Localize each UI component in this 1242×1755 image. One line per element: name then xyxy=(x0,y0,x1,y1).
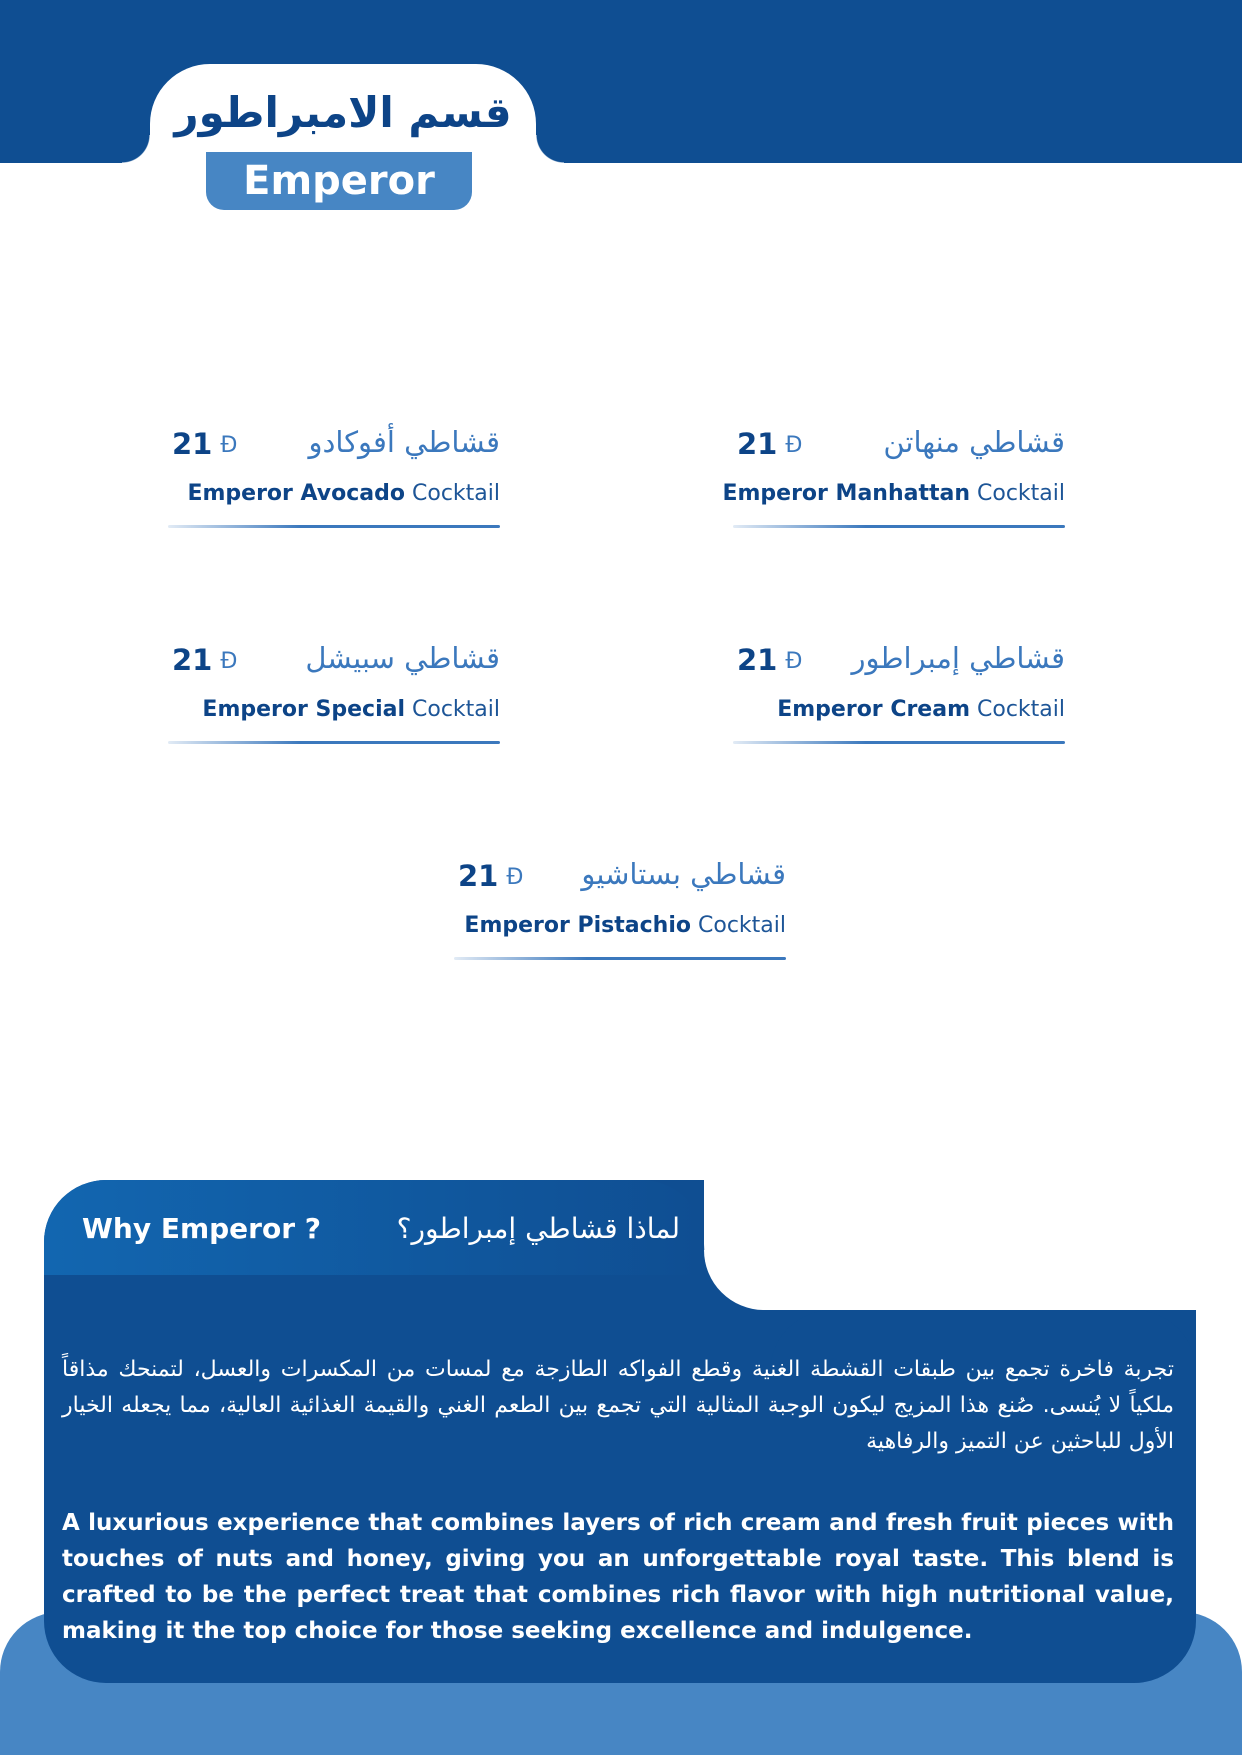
menu-item-avocado[interactable] xyxy=(168,425,500,535)
header-corner-right xyxy=(536,135,564,163)
item-name-english-light: Cocktail xyxy=(412,481,500,506)
item-name-english-bold: Emperor Cream xyxy=(777,697,970,722)
item-name-english xyxy=(202,697,500,722)
item-divider xyxy=(454,957,786,960)
menu-item-manhattan[interactable] xyxy=(722,425,1065,535)
section-title-english: Emperor xyxy=(243,158,435,204)
item-name-arabic: قشاطي أفوكادو xyxy=(308,425,500,459)
menu-item-pistachio[interactable] xyxy=(454,857,786,967)
item-price xyxy=(737,427,802,461)
currency-icon: Đ xyxy=(506,865,524,890)
price-value: 21 xyxy=(737,643,778,677)
item-name-english xyxy=(464,913,786,938)
why-title-english: Why Emperor ? xyxy=(82,1212,321,1245)
item-name-english-light: Cocktail xyxy=(412,697,500,722)
menu-item-cream[interactable] xyxy=(733,641,1065,751)
item-divider xyxy=(168,525,500,528)
item-name-english-light: Cocktail xyxy=(698,913,786,938)
price-value: 21 xyxy=(172,643,213,677)
item-name-english-bold: Emperor Manhattan xyxy=(722,481,970,506)
menu-item-special[interactable] xyxy=(168,641,500,751)
currency-icon: Đ xyxy=(785,433,803,458)
item-name-arabic: قشاطي سبيشل xyxy=(305,641,500,675)
item-name-arabic: قشاطي بستاشيو xyxy=(581,857,786,891)
item-divider xyxy=(168,741,500,744)
price-value: 21 xyxy=(172,427,213,461)
currency-icon: Đ xyxy=(220,433,238,458)
item-name-english xyxy=(777,697,1065,722)
section-title-pill xyxy=(206,152,472,210)
item-name-arabic: قشاطي منهاتن xyxy=(883,425,1065,459)
item-name-english-bold: Emperor Pistachio xyxy=(464,913,691,938)
item-name-english-light: Cocktail xyxy=(977,697,1065,722)
description-arabic: تجربة فاخرة تجمع بين طبقات القشطة الغنية وقطع الفواكه الطازجة مع لمسات من المكسرات والعسل، لتمنحك مذاقاً ملكياً لا يُنسى. صُنع هذا المزيج ليكون الوجبة المثالية التي تجمع بين الطعم الغني والقيمة الغذائية العالية، مما يجعله الخيار الأول للباحثين عن التميز والرفاهية xyxy=(62,1357,1174,1454)
section-title-arabic: قسم الامبراطور xyxy=(174,88,512,137)
price-value: 21 xyxy=(737,427,778,461)
currency-icon: Đ xyxy=(220,649,238,674)
item-name-english-bold: Emperor Avocado xyxy=(187,481,405,506)
item-price xyxy=(172,427,237,461)
item-name-english-light: Cocktail xyxy=(977,481,1065,506)
item-price xyxy=(172,643,237,677)
item-price xyxy=(737,643,802,677)
item-divider xyxy=(733,525,1065,528)
item-name-english xyxy=(187,481,500,506)
currency-icon: Đ xyxy=(785,649,803,674)
item-name-english xyxy=(722,481,1065,506)
header-corner-left xyxy=(122,135,150,163)
price-value: 21 xyxy=(458,859,499,893)
why-title-arabic: لماذا قشاطي إمبراطور؟ xyxy=(396,1212,680,1245)
item-name-english-bold: Emperor Special xyxy=(202,697,405,722)
description-english: A luxurious experience that combines layers of rich cream and fresh fruit pieces with touches of nuts and honey, giving you an unforgettable royal taste. This blend is crafted to be the perfect treat that combines rich flavor with high nutritional value, making it the top choice for those seeking excellence and indulgence. xyxy=(62,1510,1174,1644)
item-divider xyxy=(733,741,1065,744)
item-name-arabic: قشاطي إمبراطور xyxy=(851,641,1065,675)
item-price xyxy=(458,859,523,893)
